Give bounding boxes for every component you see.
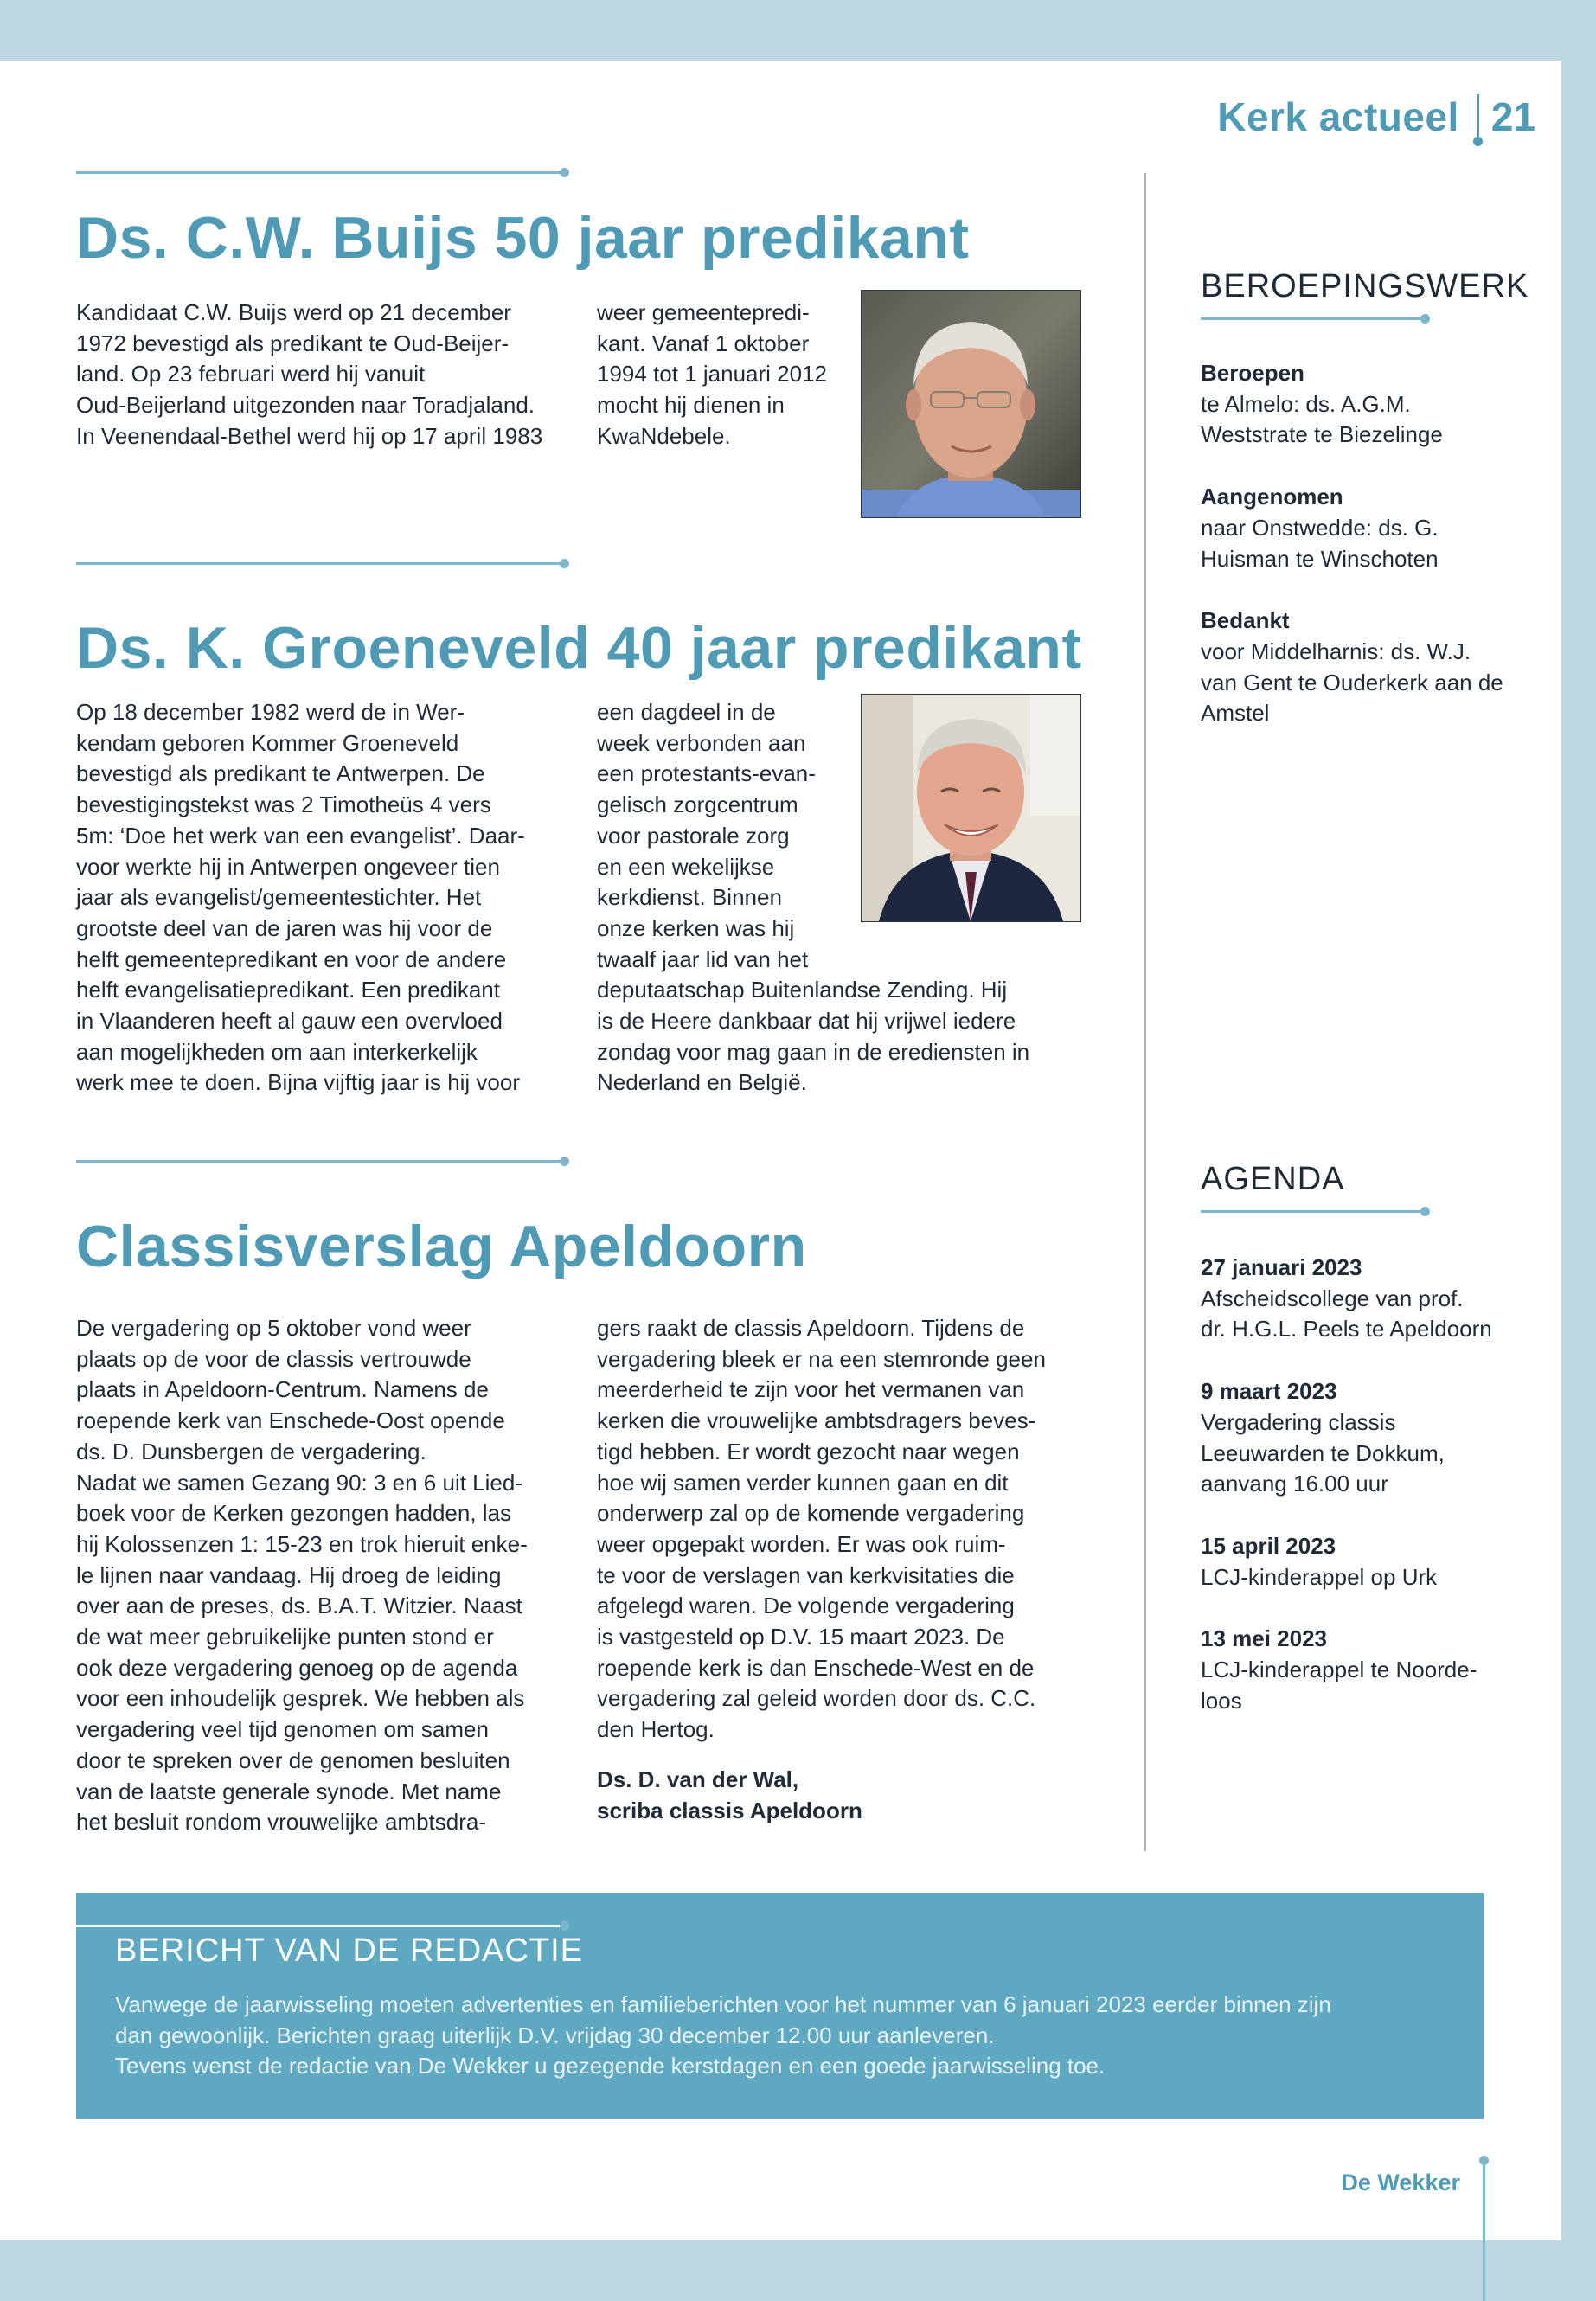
header-divider xyxy=(1477,94,1479,139)
text-line: een protestants-evan- xyxy=(597,760,816,787)
agenda-date: 9 maart 2023 xyxy=(1201,1378,1337,1405)
agenda-item xyxy=(1201,1624,1529,1716)
text-line: over aan de preses, ds. B.A.T. Witzier. Naast xyxy=(76,1593,522,1619)
text-line: Kandidaat C.W. Buijs werd op 21 december xyxy=(76,299,511,325)
text-line: grootste deel van de jaren was hij voor de xyxy=(76,914,493,941)
text-line: 1994 tot 1 januari 2012 xyxy=(597,361,827,388)
article-buijs-column-left xyxy=(76,298,578,452)
text-line: roepende kerk is dan Enschede-West en de xyxy=(597,1654,1035,1681)
text-line: afgelegd waren. De volgende vergadering xyxy=(597,1593,1015,1619)
text-line: een dagdeel in de xyxy=(597,699,776,725)
list-item-line: te Almelo: ds. A.G.M. xyxy=(1201,390,1411,417)
sidebar-heading-beroepingswerk: BEROEPINGSWERK xyxy=(1201,268,1529,304)
article-title-classis: Classisverslag Apeldoorn xyxy=(76,1214,807,1279)
list-item xyxy=(1201,482,1529,574)
list-item-title: Aangenomen xyxy=(1201,484,1343,510)
text-line: deputaatschap Buitenlandse Zending. Hij xyxy=(597,977,1008,1003)
text-line: Op 18 december 1982 werd de in Wer- xyxy=(76,699,465,725)
text-line: Nadat we samen Gezang 90: 3 en 6 uit Lied- xyxy=(76,1469,522,1496)
text-line: plaats op de voor de classis vertrouwde xyxy=(76,1345,471,1372)
text-line: gers raakt de classis Apeldoorn. Tijdens de xyxy=(597,1315,1025,1341)
footer-divider xyxy=(1483,2161,1485,2301)
article-title-groeneveld: Ds. K. Groeneveld 40 jaar predikant xyxy=(76,615,1082,681)
notice-line: Vanwege de jaarwisseling moeten advertenties en familieberichten voor het nummer van 6 januari 2023 eerder binnen zijn xyxy=(115,1991,1331,2017)
signature-line: scriba classis Apeldoorn xyxy=(597,1797,862,1823)
text-line: 1972 bevestigd als predikant te Oud-Beijer- xyxy=(76,330,510,356)
text-line: te voor de verslagen van kerkvisitaties die xyxy=(597,1561,1015,1588)
section-title: Kerk actueel xyxy=(1217,94,1459,139)
text-line: kerken die vrouwelijke ambtsdragers beves- xyxy=(597,1407,1036,1434)
text-line: de wat meer gebruikelijke punten stond er xyxy=(76,1624,494,1650)
text-line: kendam geboren Kommer Groeneveld xyxy=(76,729,459,756)
list-item-title: Bedankt xyxy=(1201,607,1290,634)
text-line: jaar als evangelist/gemeentestichter. Het xyxy=(76,884,482,911)
text-line: ds. D. Dunsbergen de vergadering. xyxy=(76,1438,426,1465)
text-line: van de laatste generale synode. Met name xyxy=(76,1778,502,1804)
list-item-line: van Gent te Ouderkerk aan de xyxy=(1201,669,1503,695)
agenda-line: Leeuwarden te Dokkum, xyxy=(1201,1439,1445,1466)
text-line: aan mogelijkheden om aan interkerkelijk xyxy=(76,1038,478,1065)
agenda-date: 13 mei 2023 xyxy=(1201,1625,1328,1652)
article-title-buijs: Ds. C.W. Buijs 50 jaar predikant xyxy=(76,205,970,271)
spacer xyxy=(597,1746,1081,1765)
text-line: helft evangelisatiepredikant. Een predikant xyxy=(76,977,500,1003)
text-line: voor werkte hij in Antwerpen ongeveer tien xyxy=(76,853,500,880)
text-line: is de Heere dankbaar dat hij vrijwel iedere xyxy=(597,1008,1016,1035)
agenda-line: LCJ-kinderappel op Urk xyxy=(1201,1563,1438,1590)
sidebar-heading-agenda: AGENDA xyxy=(1201,1161,1345,1197)
editorial-notice-box xyxy=(76,1893,1484,2119)
agenda-date: 27 januari 2023 xyxy=(1201,1254,1362,1280)
sidebar-divider xyxy=(1144,173,1146,1851)
portrait-photo-buijs xyxy=(861,290,1081,518)
text-line: voor pastorale zorg xyxy=(597,822,790,849)
article-classis-column-right xyxy=(597,1313,1081,1826)
list-item-title: Beroepen xyxy=(1201,360,1304,386)
notice-body xyxy=(115,1990,1465,2082)
notice-line: Tevens wenst de redactie van De Wekker u gezegende kerstdagen en een goede jaarwisseling toe. xyxy=(115,2053,1106,2080)
agenda-line: Vergadering classis xyxy=(1201,1408,1396,1435)
text-line: in Vlaanderen heeft al gauw een overvloed xyxy=(76,1008,503,1035)
text-line: weer opgepakt worden. Er was ook ruim- xyxy=(597,1530,1006,1557)
agenda-line: loos xyxy=(1201,1687,1242,1714)
text-line: is vastgesteld op D.V. 15 maart 2023. De xyxy=(597,1624,1005,1650)
text-line: vergadering bleek er na een stemronde geen xyxy=(597,1345,1046,1372)
agenda-item xyxy=(1201,1531,1529,1593)
text-line: week verbonden aan xyxy=(597,729,806,756)
text-line: hoe wij samen verder kunnen gaan en dit xyxy=(597,1469,1009,1496)
text-line: kerkdienst. Binnen xyxy=(597,884,782,911)
text-line: De vergadering op 5 oktober vond weer xyxy=(76,1315,471,1341)
text-line: In Veenendaal-Bethel werd hij op 17 april 1983 xyxy=(76,422,543,449)
text-line: 5m: ‘Doe het werk van een evangelist’. Daar- xyxy=(76,822,525,849)
list-item xyxy=(1201,606,1529,729)
list-item-line: Huisman te Winschoten xyxy=(1201,545,1439,572)
list-item-line: Amstel xyxy=(1201,700,1270,727)
text-line: land. Op 23 februari werd hij vanuit xyxy=(76,361,426,388)
text-line: zondag voor mag gaan in de erediensten in xyxy=(597,1038,1030,1065)
list-item xyxy=(1201,358,1529,451)
text-line: kant. Vanaf 1 oktober xyxy=(597,330,810,356)
list-item-line: voor Middelharnis: ds. W.J. xyxy=(1201,638,1471,664)
agenda-line: aanvang 16.00 uur xyxy=(1201,1471,1388,1497)
text-line: boek voor de Kerken gezongen hadden, las xyxy=(76,1500,512,1527)
page-number: 21 xyxy=(1490,94,1535,139)
text-line: le lijnen naar vandaag. Hij droeg de leiding xyxy=(76,1561,502,1588)
text-line: tigd hebben. Er wordt gezocht naar wegen xyxy=(597,1438,1020,1465)
agenda-item xyxy=(1201,1376,1529,1500)
notice-heading: BERICHT VAN DE REDACTIE xyxy=(115,1932,584,1969)
text-line: onderwerp zal op de komende vergadering xyxy=(597,1500,1025,1527)
sidebar-heading-rule xyxy=(1201,1210,1426,1213)
text-line: vergadering zal geleid worden door ds. C.C. xyxy=(597,1685,1036,1712)
text-line: roepende kerk van Enschede-Oost opende xyxy=(76,1407,505,1434)
text-line: meerderheid te zijn voor het vermanen van xyxy=(597,1376,1025,1403)
text-line: twaalf jaar lid van het xyxy=(597,945,809,972)
text-line: door te spreken over de genomen besluiten xyxy=(76,1747,510,1773)
article-divider xyxy=(76,171,565,174)
beroepingswerk-list xyxy=(1201,358,1529,760)
text-line: onze kerken was hij xyxy=(597,914,795,941)
agenda-item xyxy=(1201,1253,1529,1345)
agenda-line: LCJ-kinderappel te Noorde- xyxy=(1201,1657,1477,1683)
text-line: gelisch zorgcentrum xyxy=(597,792,798,818)
agenda-line: dr. H.G.L. Peels te Apeldoorn xyxy=(1201,1316,1492,1343)
text-line: voor een inhoudelijk gesprek. We hebben als xyxy=(76,1685,525,1712)
agenda-list xyxy=(1201,1253,1529,1747)
text-line: weer gemeentepredi- xyxy=(597,299,810,325)
text-line: bevestigd als predikant te Antwerpen. De xyxy=(76,760,485,787)
notice-line: dan gewoonlijk. Berichten graag uiterlijk D.V. vrijdag 30 december 12.00 uur aanleveren. xyxy=(115,2022,995,2048)
text-line: bevestigingstekst was 2 Timotheüs 4 vers xyxy=(76,792,491,818)
agenda-line: Afscheidscollege van prof. xyxy=(1201,1285,1464,1311)
list-item-line: Weststrate te Biezelinge xyxy=(1201,421,1443,448)
sidebar-heading-rule xyxy=(1201,317,1426,320)
text-line: hij Kolossenzen 1: 15-23 en trok hieruit enke- xyxy=(76,1530,528,1557)
text-line: KwaNdebele. xyxy=(597,422,731,449)
text-line: ook deze vergadering genoeg op de agenda xyxy=(76,1654,518,1681)
page-header xyxy=(1217,93,1535,140)
agenda-date: 15 april 2023 xyxy=(1201,1532,1336,1559)
article-divider xyxy=(76,1160,565,1163)
text-line: plaats in Apeldoorn-Centrum. Namens de xyxy=(76,1376,489,1403)
text-line: Nederland en België. xyxy=(597,1069,807,1096)
notice-rule xyxy=(76,1925,565,1927)
list-item-line: naar Onstwedde: ds. G. xyxy=(1201,514,1439,541)
text-line: vergadering veel tijd genomen om samen xyxy=(76,1716,489,1743)
text-line: en een wekelijkse xyxy=(597,853,775,880)
text-line: het besluit rondom vrouwelijke ambtsdra- xyxy=(76,1809,486,1836)
signature-line: Ds. D. van der Wal, xyxy=(597,1766,799,1792)
article-divider xyxy=(76,562,565,565)
article-classis-column-left xyxy=(76,1313,578,1838)
text-line: werk mee te doen. Bijna vijftig jaar is hij voor xyxy=(76,1069,521,1096)
footer-magazine-name: De Wekker xyxy=(1341,2170,1460,2195)
article-groeneveld-column-left xyxy=(76,697,578,1099)
signature-role xyxy=(597,1796,1081,1827)
text-line: den Hertog. xyxy=(597,1716,715,1743)
text-line: mocht hij dienen in xyxy=(597,392,785,419)
signature-name xyxy=(597,1765,1081,1796)
text-line: Oud-Beijerland uitgezonden naar Toradjaland. xyxy=(76,392,535,419)
text-line: helft gemeentepredikant en voor de andere xyxy=(76,945,507,972)
portrait-photo-groeneveld xyxy=(861,694,1081,922)
